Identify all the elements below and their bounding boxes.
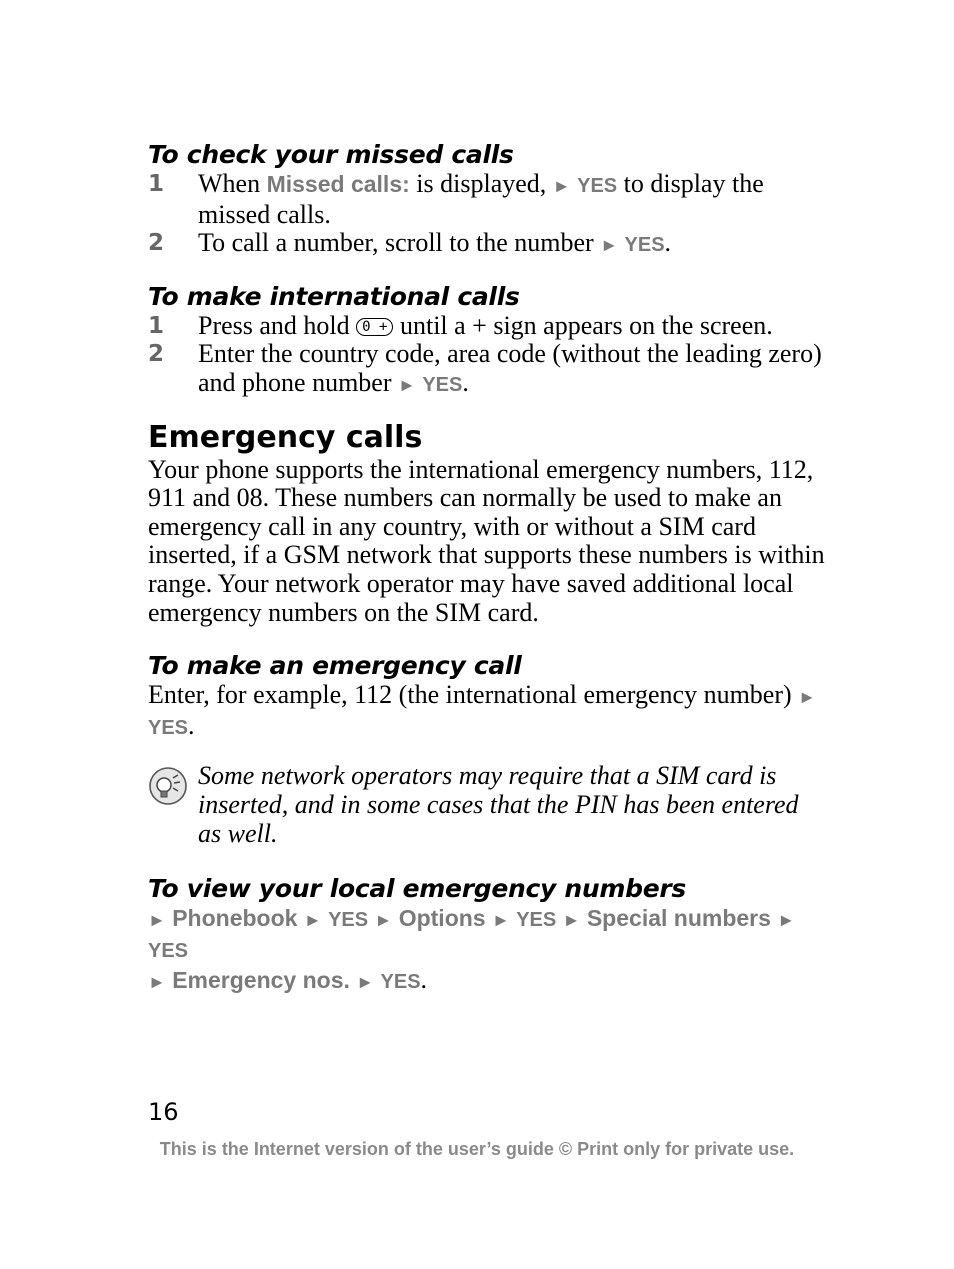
missed-calls-step-1 bbox=[148, 170, 828, 229]
arrow-icon: ► bbox=[148, 910, 166, 931]
emergency-calls-title: Emergency calls bbox=[148, 419, 423, 455]
yes-key-label: YES bbox=[422, 373, 463, 396]
text-part: . bbox=[188, 710, 195, 740]
step-number: 2 bbox=[148, 341, 165, 368]
missed-calls-heading: To check your missed calls bbox=[148, 140, 514, 169]
step-text-part: is displayed, bbox=[409, 169, 553, 198]
phonebook-menu-label: Phonebook bbox=[172, 905, 298, 932]
missed-calls-label: Missed calls: bbox=[266, 171, 410, 197]
step-text bbox=[198, 340, 828, 399]
arrow-icon: ► bbox=[148, 972, 166, 993]
arrow-icon: ► bbox=[562, 910, 581, 931]
yes-key-label: YES bbox=[148, 716, 189, 739]
yes-key-label: YES bbox=[577, 175, 618, 197]
arrow-icon: ► bbox=[303, 910, 322, 931]
step-text-part: When bbox=[198, 169, 267, 198]
step-text-part: . bbox=[664, 228, 672, 258]
international-step-2 bbox=[148, 340, 828, 399]
lightbulb-icon bbox=[148, 762, 198, 848]
step-number: 2 bbox=[148, 230, 165, 257]
arrow-icon: ► bbox=[491, 910, 510, 931]
yes-key-label: YES bbox=[148, 940, 189, 963]
arrow-icon: ► bbox=[552, 176, 571, 196]
step-text bbox=[198, 229, 828, 260]
arrow-icon: ► bbox=[777, 910, 796, 931]
step-text-part: to display the missed calls. bbox=[198, 169, 764, 229]
arrow-icon: ► bbox=[798, 687, 816, 708]
make-emergency-text bbox=[148, 681, 828, 742]
step-text-part: until a + sign appears on the screen. bbox=[393, 310, 773, 340]
page-number: 16 bbox=[148, 1098, 179, 1126]
step-text-part: . bbox=[462, 367, 469, 397]
tip-note bbox=[148, 762, 828, 848]
menu-path-line-2 bbox=[148, 966, 828, 997]
view-local-heading: To view your local emergency numbers bbox=[148, 874, 687, 904]
step-text-part: To call a number, scroll to the number bbox=[198, 228, 601, 258]
yes-key-label: YES bbox=[516, 909, 557, 932]
special-numbers-menu-label: Special numbers bbox=[586, 905, 771, 932]
international-heading: To make international calls bbox=[148, 281, 520, 311]
emergency-calls-body: Your phone supports the international emergency numbers, 112, 911 and 08. These numbers can normally be used to make an emergency call in any country, with or without a SIM card inserted, if a GSM network that supports these numbers is within range. Your network operator may have saved additional local emergency numbers on the SIM card. bbox=[148, 454, 825, 627]
step-text bbox=[198, 170, 828, 229]
international-step-1 bbox=[148, 312, 828, 341]
menu-path-line-1 bbox=[148, 904, 828, 966]
emergency-nos-menu-label: Emergency nos. bbox=[172, 967, 350, 994]
step-text-part: Press and hold bbox=[198, 310, 357, 340]
step-text-part: Enter the country code, area code (without the leading zero) and phone number bbox=[198, 339, 822, 397]
step-text bbox=[198, 312, 828, 341]
yes-key-label: YES bbox=[380, 971, 421, 994]
text-part: . bbox=[420, 965, 428, 995]
arrow-icon: ► bbox=[374, 910, 393, 931]
zero-plus-key-icon: 0 + bbox=[356, 318, 393, 336]
arrow-icon: ► bbox=[356, 972, 375, 993]
options-menu-label: Options bbox=[398, 905, 486, 932]
missed-calls-step-2 bbox=[148, 229, 828, 260]
arrow-icon: ► bbox=[600, 235, 619, 256]
make-emergency-heading: To make an emergency call bbox=[148, 651, 522, 681]
page-content bbox=[148, 140, 828, 997]
step-number: 1 bbox=[148, 171, 165, 197]
yes-key-label: YES bbox=[328, 909, 369, 932]
arrow-icon: ► bbox=[398, 374, 416, 395]
text-part: Enter, for example, 112 (the international emergency number) bbox=[148, 680, 799, 710]
step-number: 1 bbox=[148, 312, 165, 339]
tip-note-text: Some network operators may require that a SIM card is inserted, and in some cases that the PIN has been entered as well. bbox=[198, 761, 799, 848]
yes-key-label: YES bbox=[624, 234, 665, 257]
footer-note: This is the Internet version of the user’s guide © Print only for private use. bbox=[159, 1139, 795, 1159]
